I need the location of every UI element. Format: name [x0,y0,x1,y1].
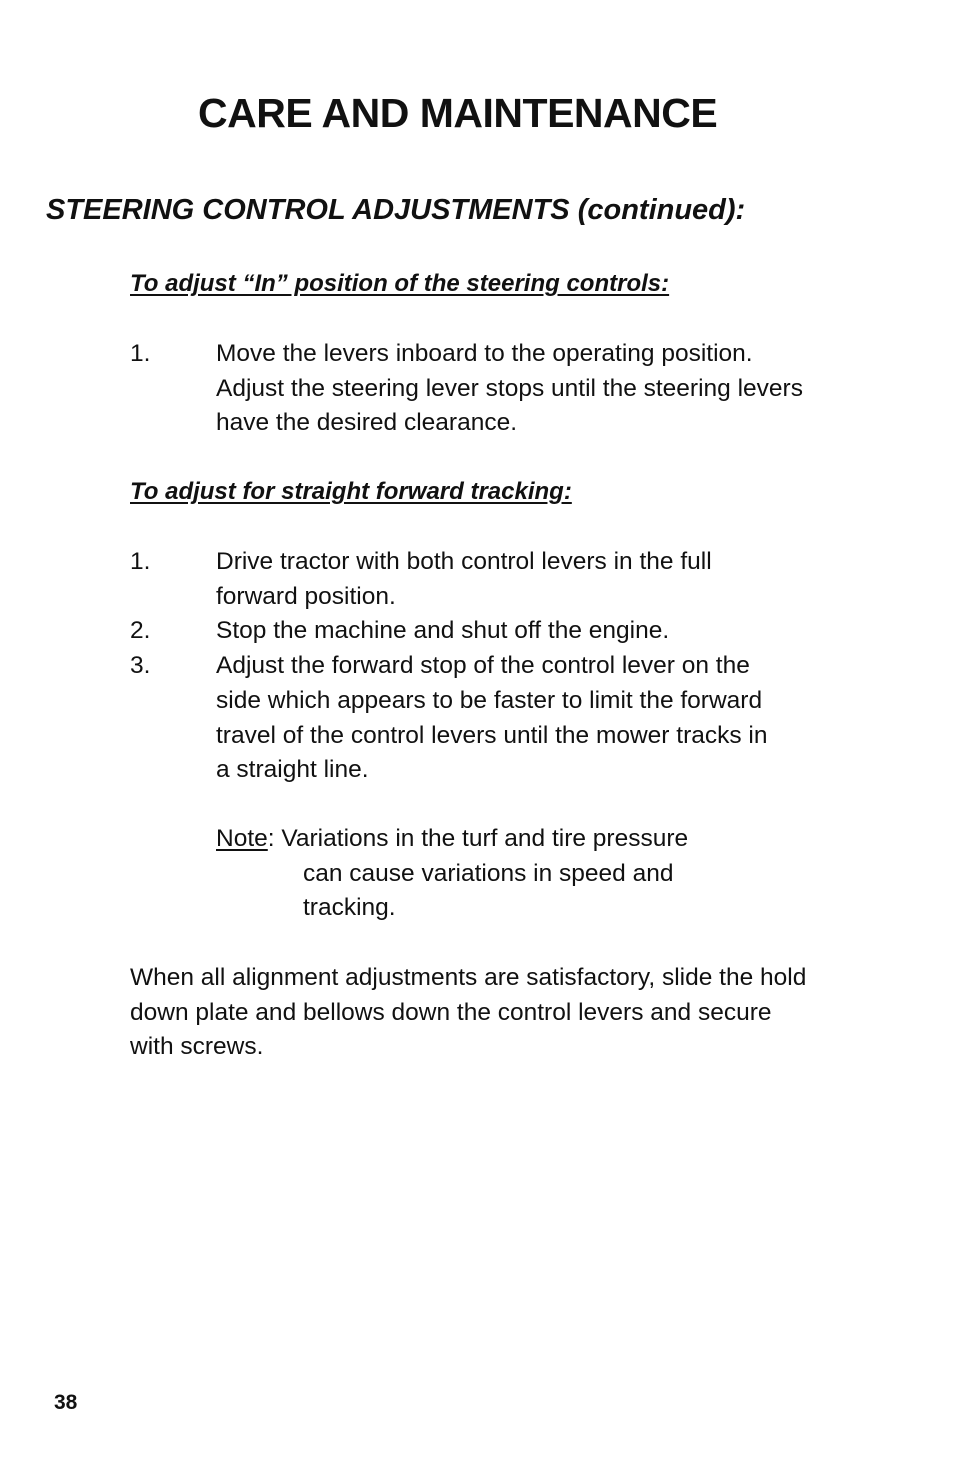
tracking-steps [130,545,780,788]
step-item [130,614,780,649]
step-number: 3. [130,652,151,680]
tracking-note [216,822,776,926]
in-position-heading: To adjust “In” position of the steering controls: [130,270,670,297]
step-number: 1. [130,340,151,367]
step-text: Stop the machine and shut off the engine. [216,617,670,645]
closing-paragraph: When all alignment adjustments are satisfactory, slide the hold down plate and bellows down the control levers and secure with screws. [130,964,807,1061]
step-number: 1. [130,548,151,575]
note-line: can cause variations in speed and [303,859,674,887]
in-position-steps [130,337,820,441]
step-item [130,649,780,788]
section-heading: STEERING CONTROL ADJUSTMENTS (continued): [46,194,746,226]
step-text: Move the levers inboard to the operating position. Adjust the steering lever stops until the steering levers have the desired clearance. [216,340,803,437]
page-number: 38 [54,1391,78,1414]
note-label: Note [216,825,268,852]
tracking-heading: To adjust for straight forward tracking: [130,478,572,505]
step-text: Drive tractor with both control levers in the full forward position. [216,548,712,610]
note-text: : Variations in the turf and tire pressure [267,825,689,852]
page-title: CARE AND MAINTENANCE [198,90,718,136]
note-line: tracking. [303,894,396,922]
step-item [130,545,780,614]
step-text: Adjust the forward stop of the control lever on the side which appears to be faster to limit the forward travel of the control levers until the mower tracks in a straight line. [216,652,768,784]
note-line [216,822,776,857]
step-item [130,337,820,441]
step-number: 2. [130,617,151,645]
